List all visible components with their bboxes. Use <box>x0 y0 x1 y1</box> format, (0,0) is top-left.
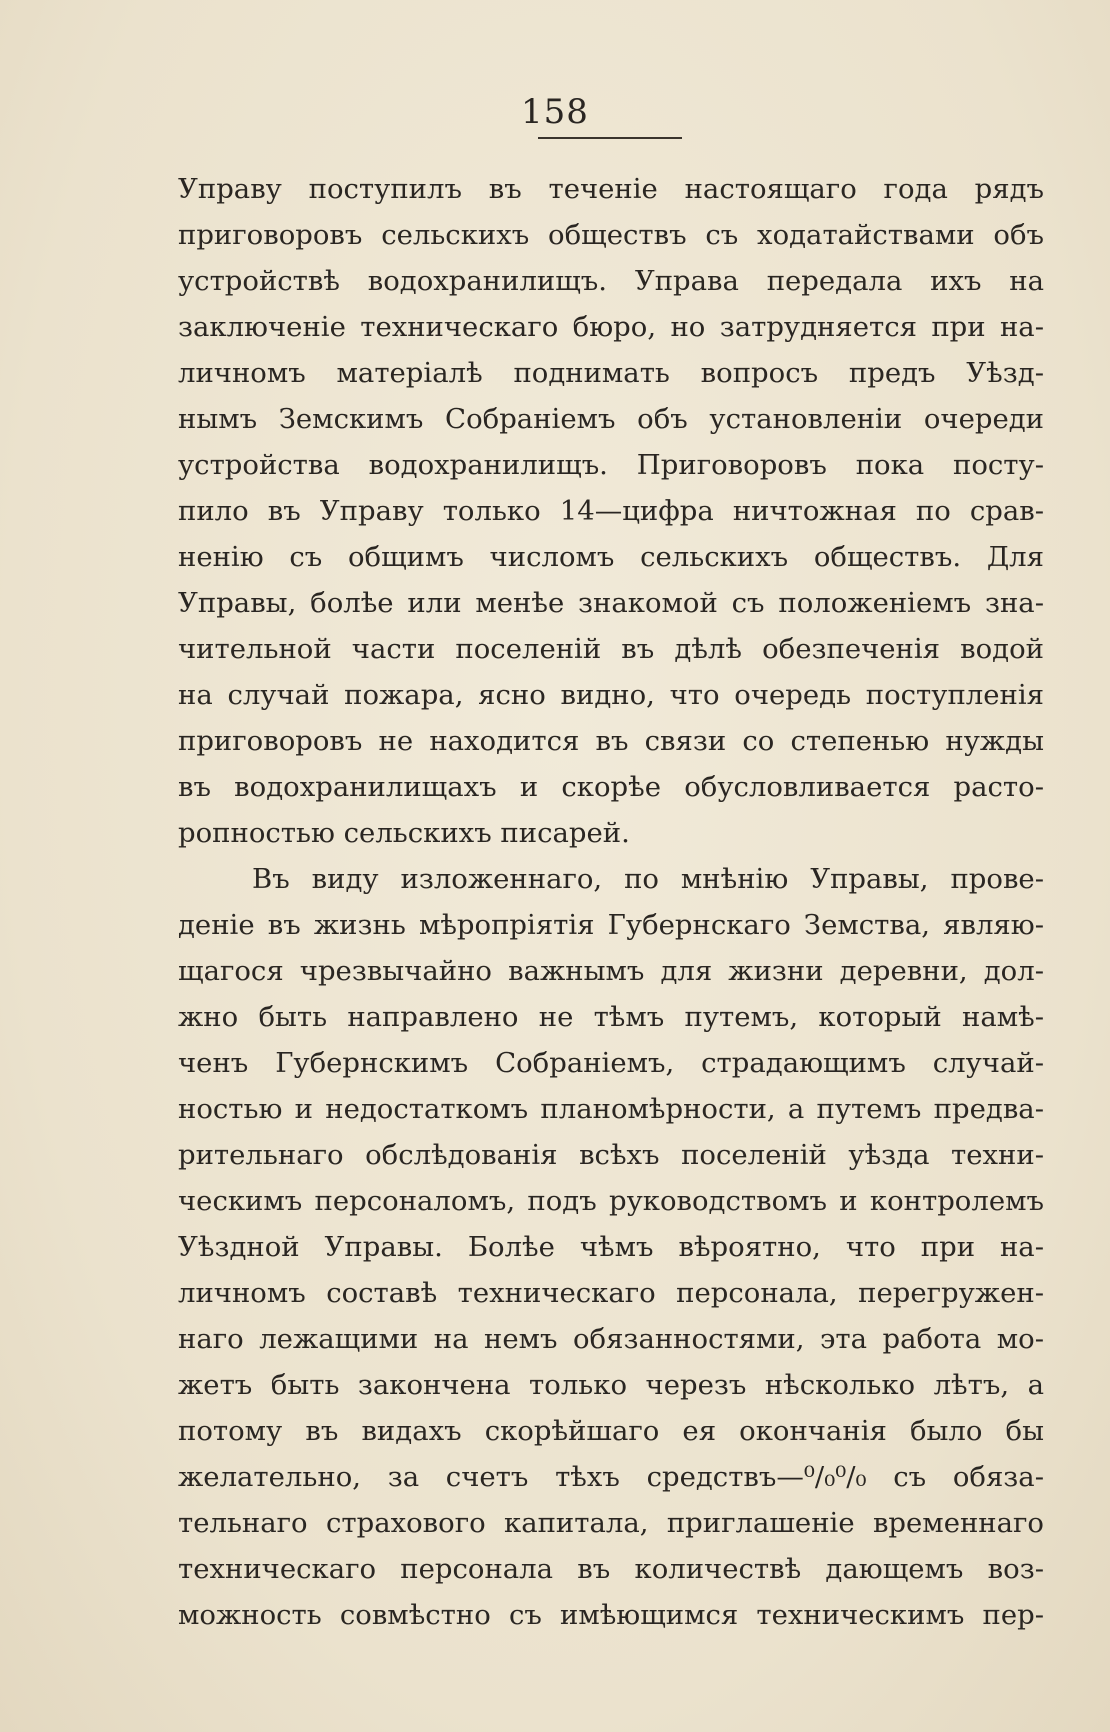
text-line: ропностью сельскихъ писарей. <box>178 817 630 849</box>
text-line: ческимъ персоналомъ, подъ руководствомъ и контролемъ <box>178 1185 1044 1217</box>
text-line: ненію съ общимъ числомъ сельскихъ обществъ. Для <box>178 541 1044 573</box>
paragraph <box>178 166 1044 856</box>
text-line: Въ виду изложеннаго, по мнѣнію Управы, прове- <box>252 863 1044 895</box>
text-line: можность совмѣстно съ имѣющимся техническимъ пер- <box>178 1599 1044 1631</box>
text-line: рительнаго обслѣдованія всѣхъ поселеній уѣзда техни- <box>178 1139 1044 1171</box>
text-line: жно быть направлено не тѣмъ путемъ, который намѣ- <box>178 1001 1044 1033</box>
text-line: наго лежащими на немъ обязанностями, эта работа мо- <box>178 1323 1044 1355</box>
text-line: приговоровъ не находится въ связи со степенью нужды <box>178 725 1044 757</box>
text-line: жетъ быть закончена только черезъ нѣсколько лѣтъ, а <box>178 1369 1044 1401</box>
text-line: техническаго персонала въ количествѣ дающемъ воз- <box>178 1553 1044 1585</box>
header-rule <box>538 137 682 139</box>
text-line: личномъ составѣ техническаго персонала, перегружен- <box>178 1277 1044 1309</box>
text-line: Управу поступилъ въ теченіе настоящаго года рядъ <box>178 173 1044 205</box>
text-line: нымъ Земскимъ Собраніемъ объ установленіи очереди <box>178 403 1044 435</box>
text-line: личномъ матеріалѣ поднимать вопросъ предъ Уѣзд- <box>178 357 1044 389</box>
text-line: чительной части поселеній въ дѣлѣ обезпеченія водой <box>178 633 1044 665</box>
text-line: щагося чрезвычайно важнымъ для жизни деревни, дол- <box>178 955 1044 987</box>
body-text <box>178 166 1044 1638</box>
text-line: на случай пожара, ясно видно, что очередь поступленія <box>178 679 1044 711</box>
text-line: желательно, за счетъ тѣхъ средствъ—⁰/₀⁰/₀ съ обяза- <box>178 1461 1044 1493</box>
text-line: ностью и недостаткомъ планомѣрности, а путемъ предва- <box>178 1093 1044 1125</box>
text-line: заключеніе техническаго бюро, но затрудняется при на- <box>178 311 1044 343</box>
text-line: потому въ видахъ скорѣйшаго ея окончанія было бы <box>178 1415 1044 1447</box>
paragraph <box>178 856 1044 1638</box>
page-number: 158 <box>521 92 589 132</box>
text-line: тельнаго страхового капитала, приглашеніе временнаго <box>178 1507 1044 1539</box>
text-line: устройства водохранилищъ. Приговоровъ пока посту- <box>178 449 1044 481</box>
text-line: приговоровъ сельскихъ обществъ съ ходатайствами объ <box>178 219 1044 251</box>
text-line: Управы, болѣе или менѣе знакомой съ положеніемъ зна- <box>178 587 1044 619</box>
text-line: ченъ Губернскимъ Собраніемъ, страдающимъ случай- <box>178 1047 1044 1079</box>
text-line: пило въ Управу только 14—цифра ничтожная по срав- <box>178 495 1044 527</box>
text-line: въ водохранилищахъ и скорѣе обусловливается расто- <box>178 771 1044 803</box>
text-line: устройствѣ водохранилищъ. Управа передала ихъ на <box>178 265 1044 297</box>
text-line: деніе въ жизнь мѣропріятія Губернскаго Земства, являю- <box>178 909 1044 941</box>
text-line: Уѣздной Управы. Болѣе чѣмъ вѣроятно, что при на- <box>178 1231 1044 1263</box>
